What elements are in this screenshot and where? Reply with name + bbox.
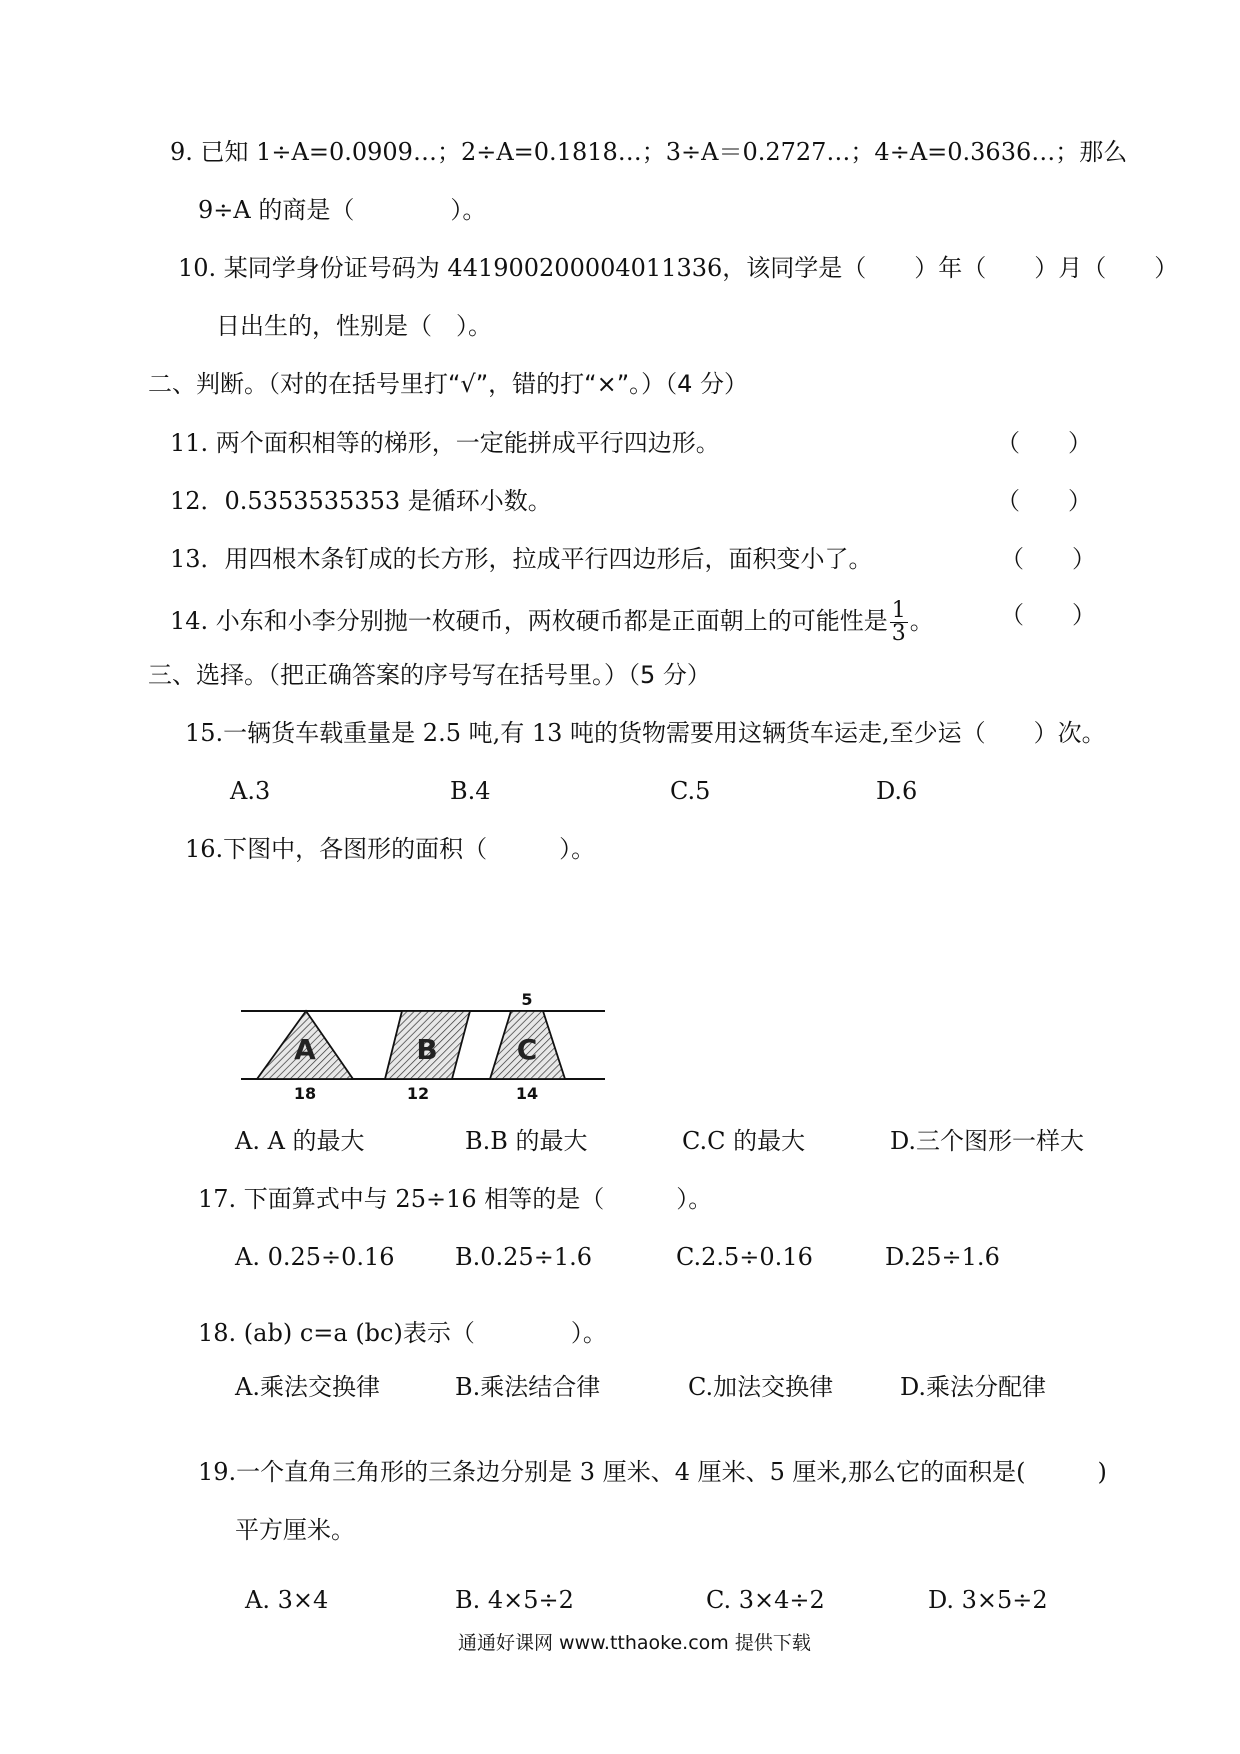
q13-text: 13．用四根木条钉成的长方形，拉成平行四边形后，面积变小了。 [170, 545, 873, 573]
q16-option-c: C.C 的最大 [682, 1127, 806, 1155]
q18-option-b: B.乘法结合律 [455, 1373, 601, 1401]
q19-line1: 19.一个直角三角形的三条边分别是 3 厘米、4 厘米、5 厘米,那么它的面积是( ) [198, 1458, 1107, 1486]
q15-option-a: A.3 [230, 777, 271, 805]
q12-text: 12．0.5353535353 是循环小数。 [170, 487, 552, 515]
q11-text: 11. 两个面积相等的梯形，一定能拼成平行四边形。 [170, 429, 720, 457]
q10-line1: 10. 某同学身份证号码为 441900200004011336，该同学是（ ）年（ ）月（ ） [178, 254, 1179, 282]
q9-line2: 9÷A 的商是（ ）。 [198, 196, 487, 224]
q14-fraction-numerator: 1 [891, 598, 906, 623]
q17-option-d: D.25÷1.6 [885, 1243, 1000, 1271]
section2-title: 二、判断。（对的在括号里打“√”，错的打“×”。）（4 分） [148, 370, 749, 398]
q15-option-d: D.6 [876, 777, 918, 805]
q15-option-c: C.5 [670, 777, 711, 805]
q17-option-b: B.0.25÷1.6 [455, 1243, 592, 1271]
q9-line1: 9. 已知 1÷A=0.0909…；2÷A=0.1818…；3÷A＝0.2727…；4÷A=0.3636…；那么 [170, 138, 1128, 166]
section3-title: 三、选择。（把正确答案的序号写在括号里。）（5 分） [148, 661, 711, 689]
figure-bottom-label-a: 18 [293, 1084, 317, 1103]
q17-option-a: A. 0.25÷0.16 [235, 1243, 395, 1271]
q16-figure [235, 985, 615, 1105]
q11-bracket: （ ） [996, 429, 1092, 457]
q14-bracket: （ ） [1000, 601, 1096, 629]
q13-bracket: （ ） [1000, 545, 1096, 573]
q16-option-b: B.B 的最大 [465, 1127, 588, 1155]
figure-bottom-label-b: 12 [406, 1084, 430, 1103]
q17-text: 17. 下面算式中与 25÷16 相等的是（ ）。 [198, 1185, 713, 1213]
q18-option-c: C.加法交换律 [688, 1373, 834, 1401]
q15-text: 15.一辆货车载重量是 2.5 吨,有 13 吨的货物需要用这辆货车运走,至少运（ ）次。 [185, 719, 1106, 747]
q14-fraction-denominator: 3 [891, 621, 906, 646]
q18-option-d: D.乘法分配律 [900, 1373, 1047, 1401]
q10-line2: 日出生的，性别是（ ）。 [216, 312, 492, 340]
q14-fraction [890, 600, 908, 645]
figure-label-a: A [294, 1033, 316, 1066]
q15-option-b: B.4 [450, 777, 491, 805]
figure-label-c: C [516, 1033, 538, 1066]
figure-top-label: 5 [521, 990, 533, 1009]
footer-watermark: 通通好课网 www.tthaoke.com 提供下载 [458, 1632, 811, 1654]
q14-text: 14. 小东和小李分别抛一枚硬币，两枚硬币都是正面朝上的可能性是 [170, 607, 888, 635]
q19-option-b: B. 4×5÷2 [455, 1586, 574, 1614]
q19-line2: 平方厘米。 [235, 1516, 355, 1544]
q16-text: 16.下图中，各图形的面积（ ）。 [185, 835, 596, 863]
q18-text: 18. (ab) c=a (bc)表示（ ）。 [198, 1319, 607, 1347]
q19-option-a: A. 3×4 [245, 1586, 329, 1614]
q14-text-end: 。 [909, 607, 934, 635]
q18-option-a: A.乘法交换律 [235, 1373, 380, 1401]
q17-option-c: C.2.5÷0.16 [676, 1243, 813, 1271]
figure-label-b: B [416, 1033, 438, 1066]
q19-option-c: C. 3×4÷2 [706, 1586, 825, 1614]
q19-option-d: D. 3×5÷2 [928, 1586, 1048, 1614]
q14-line [170, 600, 934, 645]
figure-bottom-label-c: 14 [515, 1084, 539, 1103]
q16-option-a: A. A 的最大 [235, 1127, 365, 1155]
q12-bracket: （ ） [996, 487, 1092, 515]
q16-option-d: D.三个图形一样大 [890, 1127, 1085, 1155]
